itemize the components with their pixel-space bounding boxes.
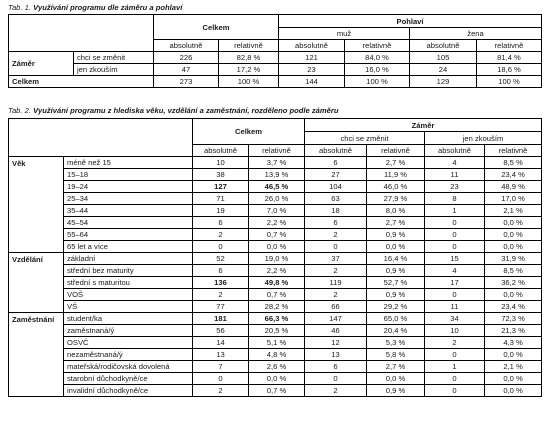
table-row: [9, 349, 542, 361]
cell-zkousim-abs: 0: [425, 241, 485, 253]
row-label: 19–24: [64, 181, 193, 193]
cell-celkem-rel: 28,2 %: [249, 301, 305, 313]
cell-celkem-rel: 19,0 %: [249, 253, 305, 265]
cell-chci-abs: 104: [305, 181, 367, 193]
cell-chci-rel: 5,3 %: [367, 337, 425, 349]
table1-header-abs: absolutně: [154, 40, 219, 52]
group-label: Vzdělání: [9, 253, 64, 313]
cell-chci-abs: 0: [305, 373, 367, 385]
cell-celkem-abs: 71: [193, 193, 249, 205]
cell-celkem-rel: 4,8 %: [249, 349, 305, 361]
cell-celkem-rel: 26,0 %: [249, 193, 305, 205]
total-muz-rel: 100 %: [345, 76, 410, 88]
table-row: [9, 157, 542, 169]
table2-body: [9, 157, 542, 397]
table2-header-row-1: [9, 119, 542, 132]
cell-zkousim-abs: 23: [425, 181, 485, 193]
row-label: základní: [64, 253, 193, 265]
row-label: 55–64: [64, 229, 193, 241]
cell-chci-abs: 37: [305, 253, 367, 265]
table1-header-abs: absolutně: [410, 40, 477, 52]
table2-caption: [8, 106, 338, 116]
cell-celkem-rel: 2,2 %: [249, 265, 305, 277]
cell-zkousim-rel: 4,3 %: [485, 337, 542, 349]
cell-zkousim-abs: 34: [425, 313, 485, 325]
row-label: střední s maturitou: [64, 277, 193, 289]
total-zena-rel: 100 %: [477, 76, 542, 88]
cell-chci-rel: 46,0 %: [367, 181, 425, 193]
table2-header-rel: relativně: [485, 145, 542, 157]
cell-celkem-rel: 7,0 %: [249, 205, 305, 217]
cell-celkem-rel: 13,9 %: [249, 169, 305, 181]
cell-chci-rel: 2,7 %: [367, 157, 425, 169]
cell-chci-abs: 13: [305, 349, 367, 361]
cell-zkousim-abs: 1: [425, 205, 485, 217]
cell-zkousim-rel: 31,9 %: [485, 253, 542, 265]
cell-chci-rel: 8,0 %: [367, 205, 425, 217]
table-row: [9, 361, 542, 373]
cell-chci-abs: 63: [305, 193, 367, 205]
table2-header-rel: relativně: [249, 145, 305, 157]
cell-zkousim-rel: 0,0 %: [485, 289, 542, 301]
cell-muz-rel: 84,0 %: [345, 52, 410, 64]
table1-header-rel: relativně: [477, 40, 542, 52]
cell-celkem-abs: 38: [193, 169, 249, 181]
cell-celkem-abs: 52: [193, 253, 249, 265]
table-row: [9, 193, 542, 205]
cell-zkousim-rel: 36,2 %: [485, 277, 542, 289]
cell-celkem-rel: 20,5 %: [249, 325, 305, 337]
cell-celkem-abs: 136: [193, 277, 249, 289]
row-label: zaměstnaná/ý: [64, 325, 193, 337]
cell-celkem-abs: 2: [193, 289, 249, 301]
cell-celkem-rel: 0,0 %: [249, 241, 305, 253]
total-celkem-rel: 100 %: [219, 76, 279, 88]
table2-header-zkousim: jen zkouším: [425, 132, 542, 145]
row-label: starobní důchodkyně/ce: [64, 373, 193, 385]
table1-header-zena: žena: [410, 28, 542, 40]
table1-caption-prefix: Tab. 1.: [8, 3, 31, 12]
cell-chci-abs: 6: [305, 361, 367, 373]
table-row: [9, 337, 542, 349]
cell-zkousim-rel: 23,4 %: [485, 169, 542, 181]
cell-zkousim-abs: 0: [425, 349, 485, 361]
cell-celkem-rel: 0,7 %: [249, 385, 305, 397]
cell-chci-abs: 147: [305, 313, 367, 325]
cell-zena-abs: 24: [410, 64, 477, 76]
table1: [8, 14, 542, 88]
cell-zkousim-rel: 2,1 %: [485, 205, 542, 217]
cell-celkem-abs: 2: [193, 385, 249, 397]
cell-chci-rel: 0,0 %: [367, 241, 425, 253]
table2-caption-text: Využívání programu z hlediska věku, vzdělání a zaměstnání, rozděleno podle záměru: [33, 106, 339, 115]
cell-zkousim-rel: 0,0 %: [485, 217, 542, 229]
table-row: [9, 52, 542, 64]
cell-zkousim-rel: 21,3 %: [485, 325, 542, 337]
cell-celkem-abs: 226: [154, 52, 219, 64]
table-row: [9, 301, 542, 313]
table-row: [9, 205, 542, 217]
table2: [8, 118, 542, 397]
row-label: 25–34: [64, 193, 193, 205]
cell-zkousim-abs: 0: [425, 229, 485, 241]
row-label: méně než 15: [64, 157, 193, 169]
cell-chci-rel: 52,7 %: [367, 277, 425, 289]
cell-chci-abs: 46: [305, 325, 367, 337]
cell-chci-abs: 12: [305, 337, 367, 349]
table-row: [9, 313, 542, 325]
cell-zkousim-rel: 17,0 %: [485, 193, 542, 205]
row-label: 45–54: [64, 217, 193, 229]
cell-chci-rel: 2,7 %: [367, 217, 425, 229]
cell-chci-abs: 119: [305, 277, 367, 289]
cell-celkem-rel: 0,7 %: [249, 229, 305, 241]
cell-celkem-abs: 0: [193, 373, 249, 385]
cell-celkem-rel: 0,0 %: [249, 373, 305, 385]
table2-header-abs: absolutně: [425, 145, 485, 157]
cell-celkem-rel: 3,7 %: [249, 157, 305, 169]
cell-zkousim-rel: 72,3 %: [485, 313, 542, 325]
row-label: střední bez maturity: [64, 265, 193, 277]
cell-celkem-abs: 47: [154, 64, 219, 76]
cell-zena-rel: 81,4 %: [477, 52, 542, 64]
table2-header-abs: absolutně: [193, 145, 249, 157]
cell-zkousim-rel: 23,4 %: [485, 301, 542, 313]
table-row: [9, 241, 542, 253]
table-row: [9, 181, 542, 193]
cell-zkousim-abs: 15: [425, 253, 485, 265]
cell-celkem-abs: 2: [193, 229, 249, 241]
table2-header-chci: chci se změnit: [305, 132, 425, 145]
cell-chci-rel: 65,0 %: [367, 313, 425, 325]
table1-header-rel: relativně: [219, 40, 279, 52]
cell-celkem-abs: 10: [193, 157, 249, 169]
cell-chci-abs: 6: [305, 217, 367, 229]
cell-zkousim-abs: 0: [425, 289, 485, 301]
cell-chci-abs: 0: [305, 241, 367, 253]
cell-chci-rel: 2,7 %: [367, 361, 425, 373]
table-row: [9, 325, 542, 337]
cell-zkousim-abs: 8: [425, 193, 485, 205]
table2-header-rel: relativně: [367, 145, 425, 157]
cell-zena-abs: 105: [410, 52, 477, 64]
cell-chci-rel: 0,9 %: [367, 289, 425, 301]
cell-chci-rel: 5,8 %: [367, 349, 425, 361]
cell-chci-abs: 2: [305, 289, 367, 301]
table-row: [9, 373, 542, 385]
row-label: mateřská/rodičovská dovolená: [64, 361, 193, 373]
table1-header-celkem: Celkem: [154, 15, 279, 40]
cell-chci-abs: 6: [305, 157, 367, 169]
table1-corner: [9, 15, 154, 52]
table-row: [9, 64, 542, 76]
cell-chci-rel: 27,9 %: [367, 193, 425, 205]
cell-zkousim-rel: 0,0 %: [485, 241, 542, 253]
row-label: invalidní důchodkyně/ce: [64, 385, 193, 397]
table1-header-rel: relativně: [345, 40, 410, 52]
cell-celkem-rel: 17,2 %: [219, 64, 279, 76]
table1-header-pohlavi: Pohlaví: [279, 15, 542, 28]
table-row: [9, 253, 542, 265]
group-label: Věk: [9, 157, 64, 253]
cell-muz-abs: 23: [279, 64, 345, 76]
table2-header-abs: absolutně: [305, 145, 367, 157]
table-row: [9, 385, 542, 397]
table1-caption: [8, 3, 182, 13]
row-label: VŠ: [64, 301, 193, 313]
cell-zkousim-rel: 0,0 %: [485, 373, 542, 385]
cell-celkem-abs: 14: [193, 337, 249, 349]
cell-chci-abs: 27: [305, 169, 367, 181]
row-label: 35–44: [64, 205, 193, 217]
cell-celkem-abs: 13: [193, 349, 249, 361]
cell-celkem-rel: 46,5 %: [249, 181, 305, 193]
cell-celkem-rel: 66,3 %: [249, 313, 305, 325]
cell-zkousim-abs: 11: [425, 301, 485, 313]
cell-celkem-abs: 181: [193, 313, 249, 325]
cell-celkem-rel: 2,2 %: [249, 217, 305, 229]
total-zena-abs: 129: [410, 76, 477, 88]
cell-celkem-abs: 127: [193, 181, 249, 193]
cell-celkem-rel: 2,6 %: [249, 361, 305, 373]
cell-zkousim-rel: 2,1 %: [485, 361, 542, 373]
row-label: 15–18: [64, 169, 193, 181]
table-row: [9, 229, 542, 241]
row-label: nezaměstnaná/ý: [64, 349, 193, 361]
cell-celkem-abs: 6: [193, 265, 249, 277]
cell-celkem-abs: 77: [193, 301, 249, 313]
total-celkem-abs: 273: [154, 76, 219, 88]
cell-chci-rel: 0,0 %: [367, 373, 425, 385]
cell-muz-abs: 121: [279, 52, 345, 64]
table2-header-zamer: Záměr: [305, 119, 542, 132]
total-muz-abs: 144: [279, 76, 345, 88]
cell-zkousim-abs: 1: [425, 361, 485, 373]
cell-celkem-rel: 82,8 %: [219, 52, 279, 64]
table1-caption-text: Využívání programu dle záměru a pohlaví: [33, 3, 183, 12]
cell-celkem-abs: 7: [193, 361, 249, 373]
table1-header-row-1: [9, 15, 542, 28]
cell-celkem-abs: 6: [193, 217, 249, 229]
cell-zkousim-abs: 0: [425, 385, 485, 397]
table-row: [9, 289, 542, 301]
cell-zkousim-abs: 11: [425, 169, 485, 181]
table1-group-label: Záměr: [9, 52, 74, 76]
row-label: VOŠ: [64, 289, 193, 301]
row-label: student/ka: [64, 313, 193, 325]
cell-zkousim-rel: 0,0 %: [485, 385, 542, 397]
total-label: Celkem: [9, 76, 154, 88]
cell-zkousim-rel: 8,5 %: [485, 265, 542, 277]
table1-total-row: [9, 76, 542, 88]
cell-zena-rel: 18,6 %: [477, 64, 542, 76]
row-label: jen zkouším: [74, 64, 154, 76]
table1-header-abs: absolutně: [279, 40, 345, 52]
table-row: [9, 217, 542, 229]
cell-celkem-abs: 0: [193, 241, 249, 253]
cell-chci-abs: 2: [305, 229, 367, 241]
table-row: [9, 265, 542, 277]
cell-chci-abs: 66: [305, 301, 367, 313]
cell-celkem-rel: 5,1 %: [249, 337, 305, 349]
cell-celkem-abs: 56: [193, 325, 249, 337]
cell-zkousim-rel: 8,5 %: [485, 157, 542, 169]
cell-muz-rel: 16,0 %: [345, 64, 410, 76]
cell-zkousim-abs: 4: [425, 265, 485, 277]
row-label: OSVČ: [64, 337, 193, 349]
table-row: [9, 169, 542, 181]
cell-chci-rel: 11,9 %: [367, 169, 425, 181]
cell-zkousim-abs: 4: [425, 157, 485, 169]
cell-zkousim-abs: 0: [425, 373, 485, 385]
row-label: 65 let a více: [64, 241, 193, 253]
cell-zkousim-abs: 17: [425, 277, 485, 289]
table2-caption-prefix: Tab. 2.: [8, 106, 31, 115]
cell-celkem-abs: 19: [193, 205, 249, 217]
table1-header-muz: muž: [279, 28, 410, 40]
cell-chci-rel: 29,2 %: [367, 301, 425, 313]
cell-zkousim-abs: 10: [425, 325, 485, 337]
group-label: Zaměstnání: [9, 313, 64, 397]
cell-chci-rel: 20,4 %: [367, 325, 425, 337]
cell-chci-rel: 0,9 %: [367, 229, 425, 241]
cell-chci-abs: 18: [305, 205, 367, 217]
cell-chci-abs: 2: [305, 385, 367, 397]
cell-chci-rel: 0,9 %: [367, 385, 425, 397]
cell-chci-abs: 2: [305, 265, 367, 277]
table-row: [9, 277, 542, 289]
cell-zkousim-abs: 0: [425, 217, 485, 229]
table2-header-celkem: Celkem: [193, 119, 305, 145]
cell-zkousim-rel: 0,0 %: [485, 349, 542, 361]
table2-corner: [9, 119, 193, 157]
cell-celkem-rel: 49,8 %: [249, 277, 305, 289]
cell-zkousim-rel: 48,9 %: [485, 181, 542, 193]
cell-celkem-rel: 0,7 %: [249, 289, 305, 301]
cell-chci-rel: 16,4 %: [367, 253, 425, 265]
cell-zkousim-abs: 2: [425, 337, 485, 349]
row-label: chci se změnit: [74, 52, 154, 64]
cell-zkousim-rel: 0,0 %: [485, 229, 542, 241]
cell-chci-rel: 0,9 %: [367, 265, 425, 277]
